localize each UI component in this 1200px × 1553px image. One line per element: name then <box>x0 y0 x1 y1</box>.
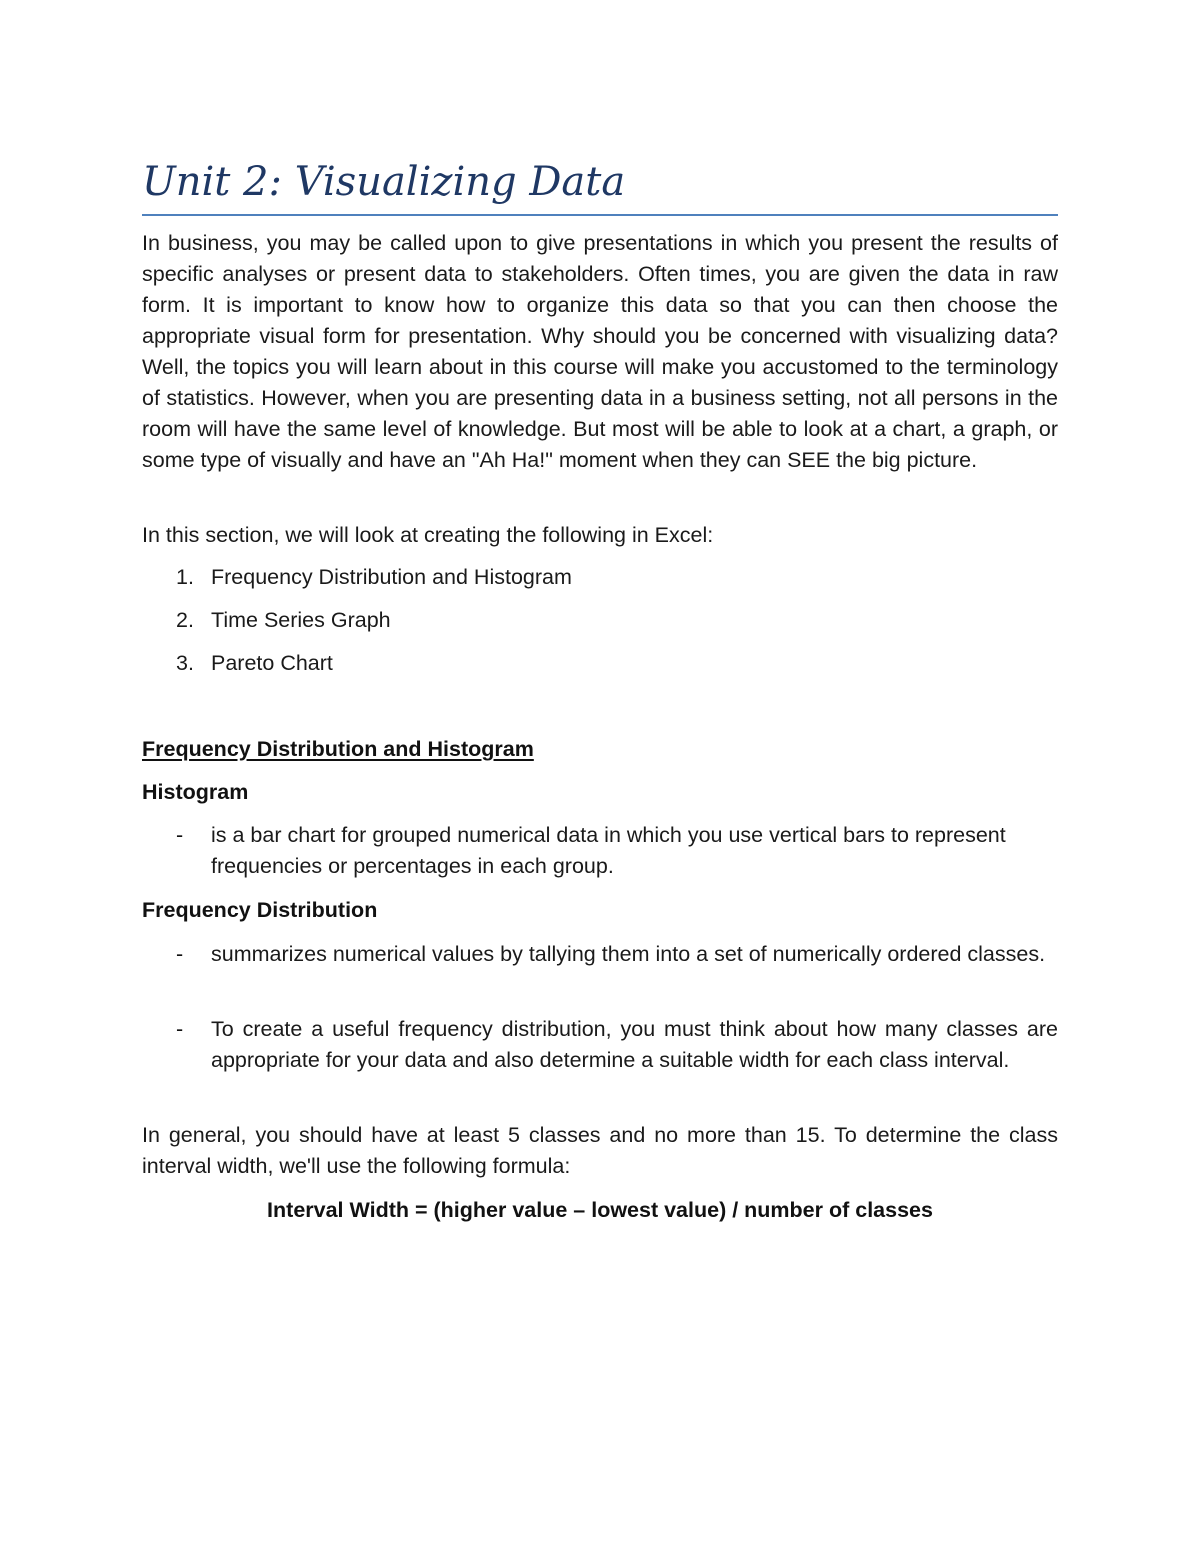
list-item-number: 3. <box>176 651 194 675</box>
histogram-heading: Histogram <box>142 780 249 804</box>
general-paragraph: In general, you should have at least 5 classes and no more than 15. To determine the class interval width, we'll use the following formula: <box>142 1123 1058 1178</box>
bullet-text: summarizes numerical values by tallying them into a set of numerically ordered classes. <box>211 942 1046 966</box>
section-heading: Frequency Distribution and Histogram <box>142 737 534 761</box>
frequency-distribution-heading: Frequency Distribution <box>142 898 378 922</box>
list-item-text: Time Series Graph <box>211 608 391 632</box>
topics-list <box>142 562 1058 691</box>
list-item-number: 2. <box>176 608 194 632</box>
interval-width-formula: Interval Width = (higher value – lowest value) / number of classes <box>267 1198 933 1222</box>
list-item-text: Pareto Chart <box>211 651 333 675</box>
bullet-dash: - <box>176 942 184 966</box>
list-item <box>142 605 1058 648</box>
section-intro-text: In this section, we will look at creating the following in Excel: <box>142 523 714 547</box>
page-title: Unit 2: Visualizing Data <box>142 159 626 205</box>
list-item-number: 1. <box>176 565 194 589</box>
list-item <box>142 648 1058 691</box>
bullet-text: is a bar chart for grouped numerical data in which you use vertical bars to represent frequencies or percentages in each group. <box>211 823 1006 878</box>
intro-paragraph: In business, you may be called upon to give presentations in which you present the results of specific analyses or present data to stakeholders. Often times, you are given the data in raw form. It is important to know how to organize this data so that you can then choose the appropriate visual form for presentation. Why should you be concerned with visualizing data? Well, the topics you will learn about in this course will make you accustomed to the terminology of statistics. However, when you are presenting data in a business setting, not all persons in the room will have the same level of knowledge. But most will be able to look at a chart, a graph, or some type of visually and have an "Ah Ha!" moment when they can SEE the big picture. <box>142 231 1058 472</box>
bullet-dash: - <box>176 1017 184 1041</box>
bullet-dash: - <box>176 823 184 847</box>
list-item-text: Frequency Distribution and Histogram <box>211 565 572 589</box>
list-item <box>142 562 1058 605</box>
title-divider <box>142 214 1058 216</box>
bullet-text: To create a useful frequency distribution, you must think about how many classes are appropriate for your data and also determine a suitable width for each class interval. <box>211 1017 1058 1072</box>
